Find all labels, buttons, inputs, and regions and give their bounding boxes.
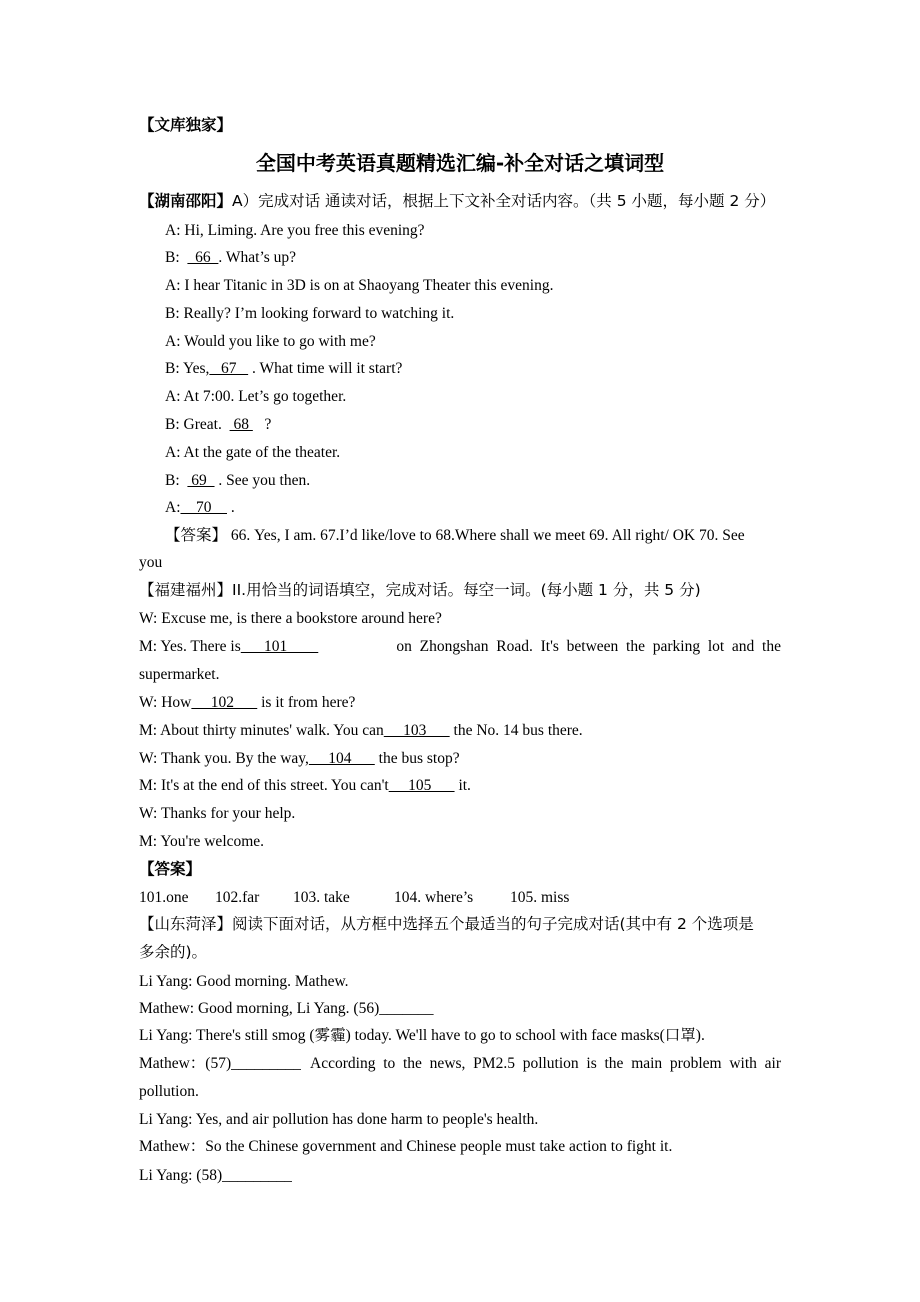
blank-103[interactable]: 103 [383, 722, 450, 739]
section2-m1-pre: M: Yes. There is 101 [139, 638, 319, 655]
section3-heading [139, 914, 754, 934]
section1-line-11: A: 70 . [165, 499, 235, 516]
section1-line-4: B: Really? I’m looking forward to watching it. [165, 305, 455, 322]
section1-line-2: B: 66 . What’s up? [165, 249, 297, 266]
section3-line-6: Mathew：So the Chinese government and Chinese people must take action to fight it. [139, 1138, 673, 1155]
section1-line-7: A: At 7:00. Let’s go together. [165, 388, 347, 405]
section2-answer-label: 【答案】 [139, 860, 202, 878]
section2-line-m3: M: It's at the end of this street. You can't 105 it. [139, 777, 471, 794]
section2-instruction: II.用恰当的词语填空，完成对话。每空一词。(每小题 1 分，共 5 分) [232, 581, 701, 599]
blank-56[interactable]: _______ [379, 1000, 434, 1017]
answer-102: 102.far [215, 889, 260, 906]
header-tag: 【文库独家】 [139, 116, 233, 134]
blank-57[interactable]: _________ [231, 1055, 301, 1072]
section3-tag: 【山东菏泽】 [139, 915, 233, 933]
blank-70[interactable]: 70 [180, 499, 227, 516]
section1-heading [139, 191, 775, 211]
section1-line-9: A: At the gate of the theater. [165, 444, 341, 461]
section3-line-4: Mathew：(57)_________ According to the news, PM2.5 pollution is the main problem with air [139, 1055, 781, 1072]
section2-line-w1: W: Excuse me, is there a bookstore around here? [139, 610, 442, 627]
section3-instruction2: 多余的)。 [139, 943, 208, 961]
section2-line-m1 [139, 637, 781, 657]
blank-102[interactable]: 102 [191, 694, 258, 711]
section2-line-w2: W: How 102 is it from here? [139, 694, 356, 711]
section1-answer-line1: 66. Yes, I am. 67.I’d like/love to 68.Where shall we meet 69. All right/ OK 70. See [227, 527, 745, 544]
section1-answer-label: 【答案】 [165, 526, 228, 544]
section1-line-8: B: Great. 68 ? [165, 416, 272, 433]
blank-105[interactable]: 105 [388, 777, 455, 794]
section2-line-w3: W: Thank you. By the way, 104 the bus stop? [139, 750, 460, 767]
section1-line-5: A: Would you like to go with me? [165, 333, 376, 350]
answer-101: 101.one [139, 889, 189, 906]
section1-line-6: B: Yes, 67 . What time will it start? [165, 360, 403, 377]
section2-line-m1-cont: supermarket. [139, 666, 220, 683]
section1-tag: 【湖南邵阳】 [139, 192, 233, 210]
section1-line-10: B: 69 . See you then. [165, 472, 311, 489]
page-title: 全国中考英语真题精选汇编-补全对话之填词型 [255, 151, 665, 175]
section2-heading [139, 580, 701, 600]
section2-line-w4: W: Thanks for your help. [139, 805, 296, 822]
section1-answer [165, 525, 745, 546]
section2-line-m2: M: About thirty minutes' walk. You can 103 the No. 14 bus there. [139, 722, 583, 739]
blank-69[interactable]: 69 [187, 472, 215, 489]
section2-m1-post: on Zhongshan Road. It's between the parking lot and the [396, 638, 781, 655]
blank-104[interactable]: 104 [308, 750, 375, 767]
section3-instruction1: 阅读下面对话，从方框中选择五个最适当的句子完成对话(其中有 2 个选项是 [232, 915, 754, 933]
section1-line-1: A: Hi, Liming. Are you free this evening? [165, 222, 425, 239]
answer-105: 105. miss [510, 889, 570, 906]
section1-answer-line2: you [139, 554, 163, 571]
section3-line-1: Li Yang: Good morning. Mathew. [139, 973, 349, 990]
section1-line-3: A: I hear Titanic in 3D is on at Shaoyang Theater this evening. [165, 277, 554, 294]
section3-line-4-cont: pollution. [139, 1083, 199, 1100]
blank-67[interactable]: 67 [209, 360, 249, 377]
answer-104: 104. where’s [394, 889, 474, 906]
section2-tag: 【福建福州】 [139, 581, 233, 599]
section3-line-2: Mathew: Good morning, Li Yang. (56)_______ [139, 1000, 434, 1017]
section3-line-3: Li Yang: There's still smog (雾霾) today. We'll have to go to school with face masks(口罩). [139, 1027, 705, 1044]
section2-line-m4: M: You're welcome. [139, 833, 265, 850]
section3-line-7: Li Yang: (58)_________ [139, 1167, 292, 1184]
section1-instruction: A）完成对话 通读对话，根据上下文补全对话内容。（共 5 小题，每小题 2 分） [232, 192, 776, 210]
blank-66[interactable]: 66 [187, 249, 219, 266]
blank-68[interactable]: 68 [229, 416, 253, 433]
blank-101[interactable]: 101 [240, 638, 319, 655]
answer-103: 103. take [293, 889, 350, 906]
section3-line-5: Li Yang: Yes, and air pollution has done harm to people's health. [139, 1111, 539, 1128]
blank-58[interactable]: _________ [222, 1167, 292, 1184]
